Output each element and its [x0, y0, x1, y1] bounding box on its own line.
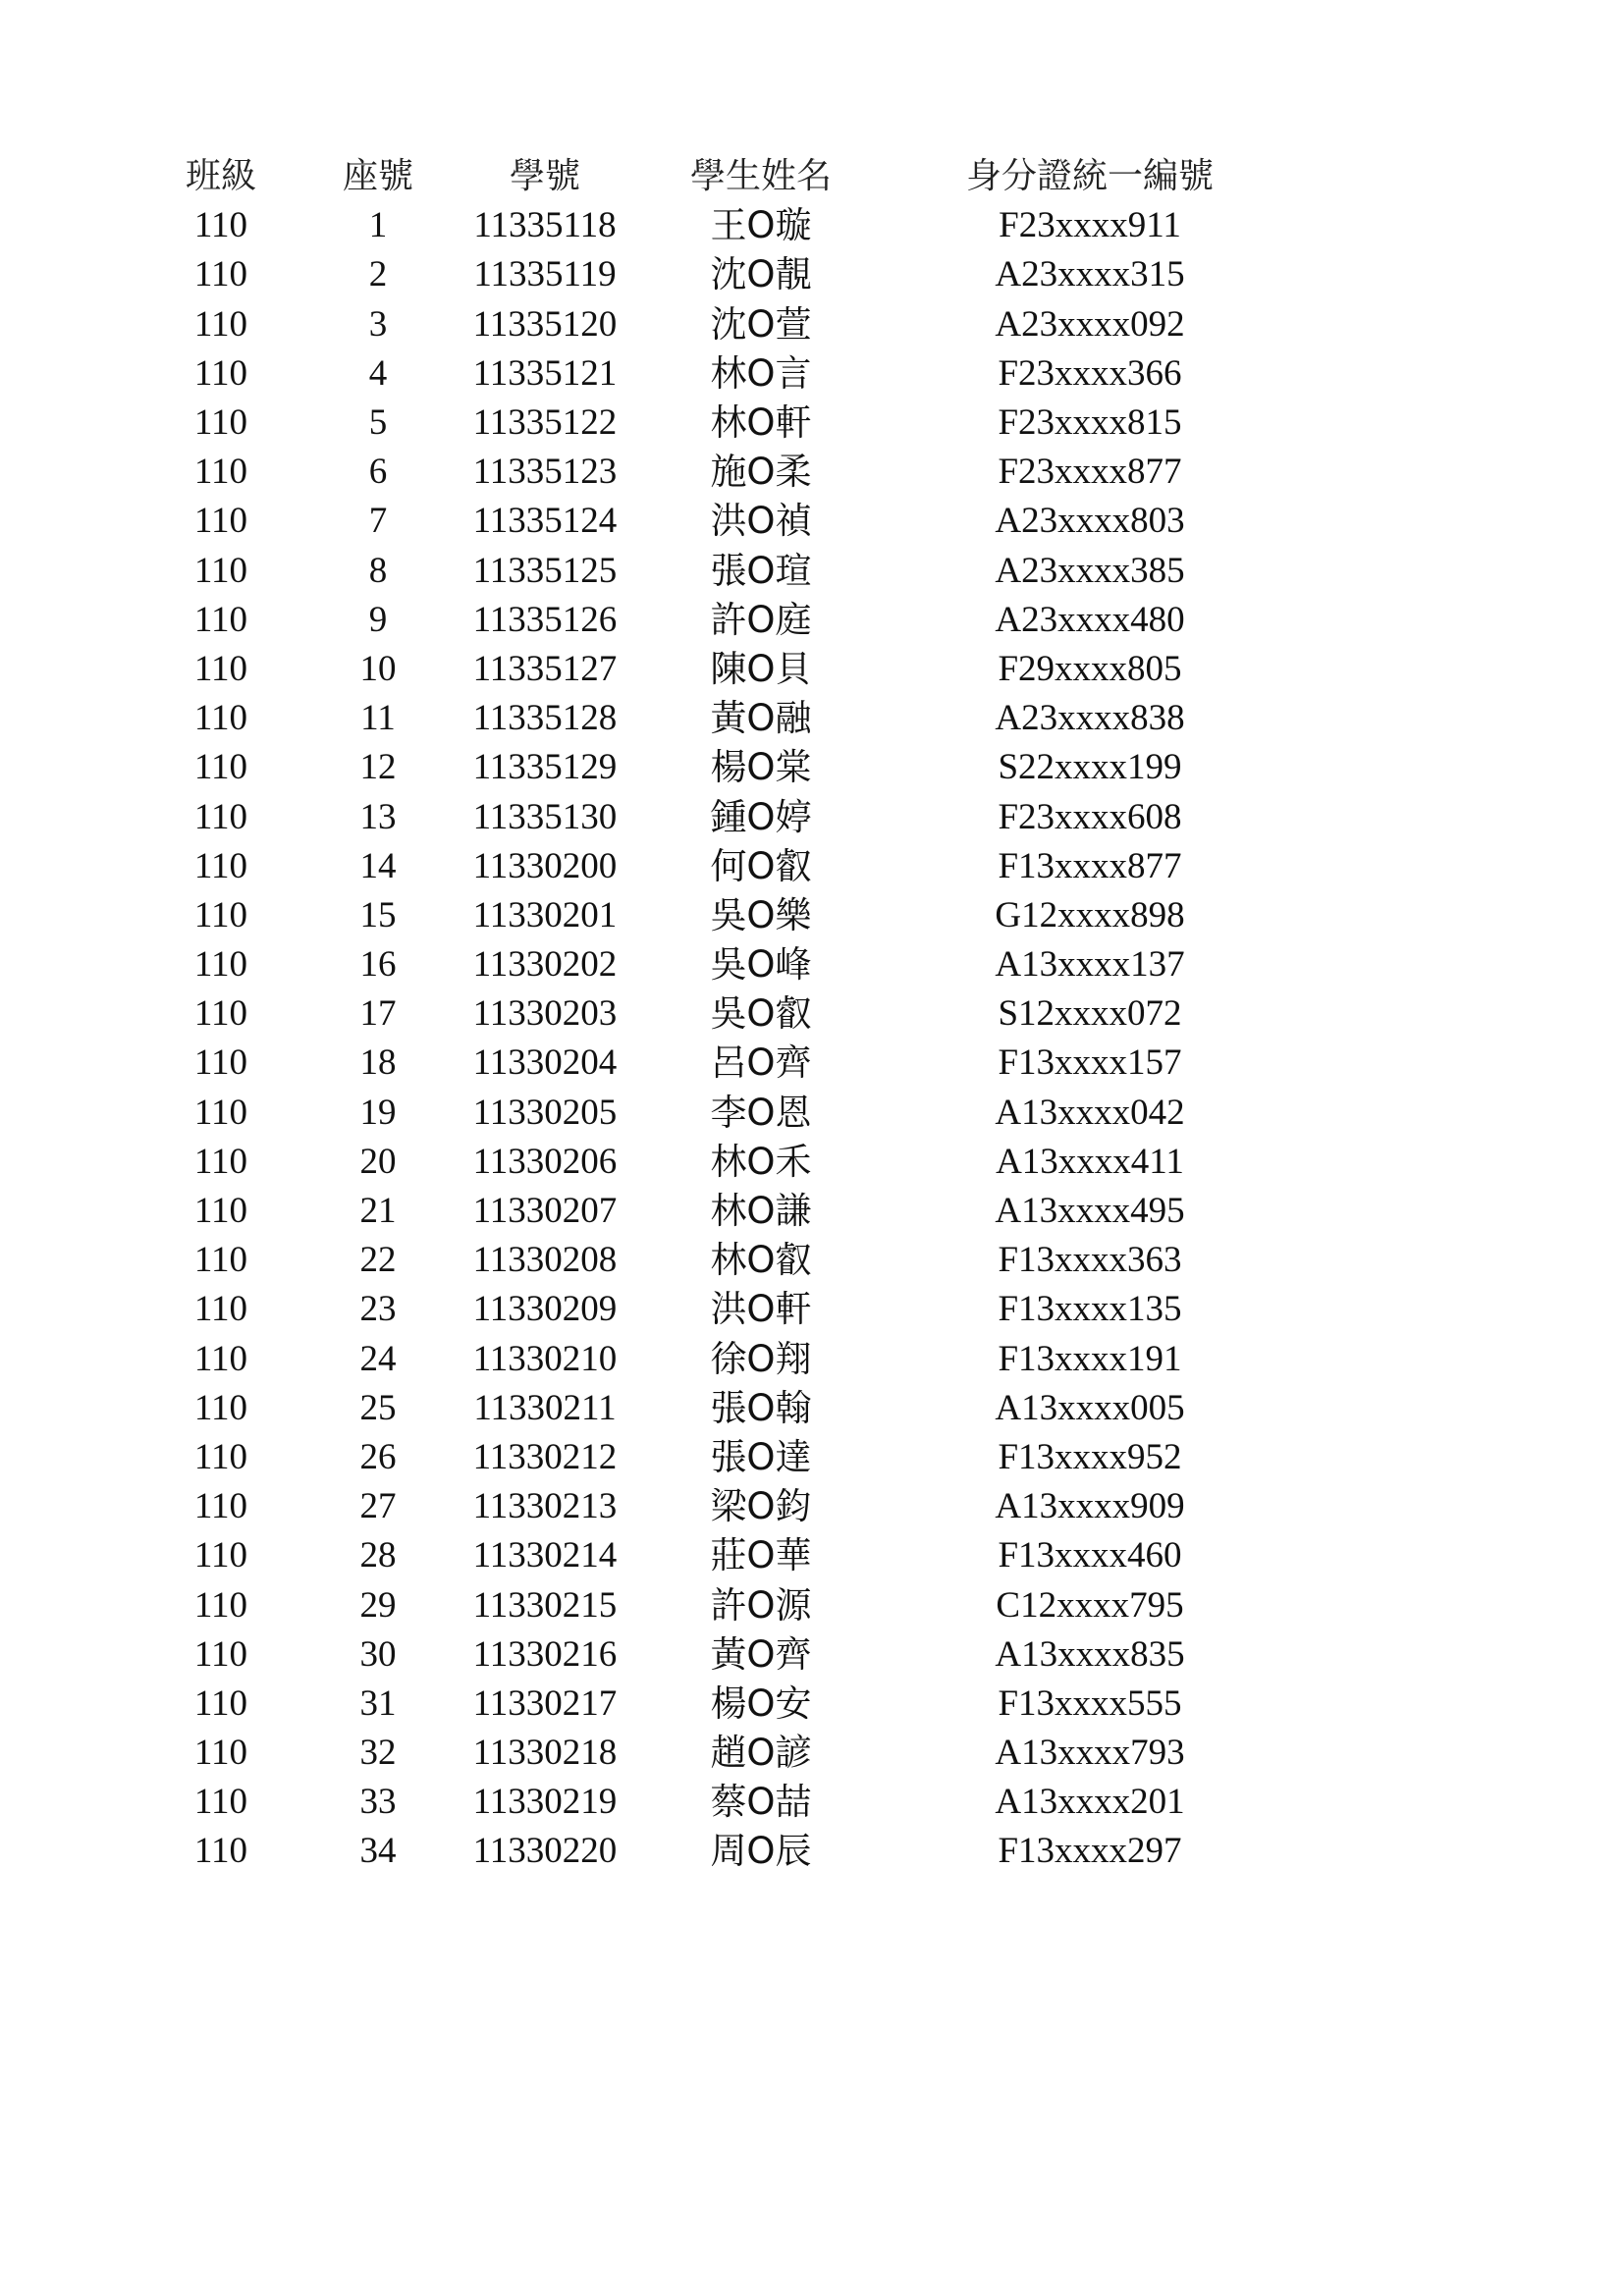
- cell-student-name: 周O辰: [710, 1830, 812, 1873]
- cell-national-id: F23xxxx877: [998, 452, 1182, 493]
- cell-seat-number: 19: [359, 1092, 397, 1133]
- cell-seat-number: 4: [368, 352, 388, 394]
- cell-seat-number: 32: [359, 1733, 397, 1774]
- cell-class: 110: [193, 796, 248, 837]
- cell-student-id: 11335120: [472, 303, 618, 345]
- cell-student-id: 11330201: [472, 894, 618, 935]
- cell-class: 110: [193, 501, 248, 542]
- cell-national-id: A23xxxx838: [995, 698, 1185, 739]
- cell-student-id: 11335121: [472, 352, 618, 394]
- cell-seat-number: 14: [359, 845, 397, 886]
- cell-student-id: 11335130: [472, 796, 618, 837]
- cell-class: 110: [193, 1436, 248, 1477]
- cell-student-name: 楊O安: [710, 1682, 812, 1725]
- table-row: [147, 1089, 1286, 1138]
- header-row: [147, 152, 1286, 201]
- cell-class: 110: [193, 845, 248, 886]
- cell-student-id: 11330213: [472, 1486, 618, 1527]
- table-row: [147, 1827, 1286, 1876]
- cell-class: 110: [193, 1191, 248, 1232]
- cell-national-id: A13xxxx042: [995, 1092, 1185, 1133]
- cell-seat-number: 8: [368, 550, 388, 591]
- cell-seat-number: 1: [368, 205, 388, 246]
- cell-seat-number: 33: [359, 1782, 397, 1823]
- cell-national-id: A13xxxx005: [995, 1387, 1185, 1428]
- cell-student-id: 11330210: [472, 1338, 618, 1379]
- cell-national-id: A13xxxx201: [995, 1782, 1185, 1823]
- cell-national-id: F13xxxx191: [998, 1338, 1182, 1379]
- cell-national-id: F13xxxx135: [998, 1289, 1182, 1330]
- cell-student-name: 許O源: [710, 1583, 812, 1627]
- cell-seat-number: 22: [359, 1240, 397, 1281]
- cell-seat-number: 21: [359, 1191, 397, 1232]
- cell-seat-number: 17: [359, 993, 397, 1035]
- cell-student-name: 洪O禎: [710, 500, 812, 543]
- cell-national-id: G12xxxx898: [995, 894, 1185, 935]
- cell-national-id: A13xxxx835: [995, 1633, 1185, 1675]
- cell-class: 110: [193, 1092, 248, 1133]
- cell-class: 110: [193, 402, 248, 444]
- table-row: [147, 497, 1286, 546]
- cell-seat-number: 11: [360, 698, 396, 739]
- cell-seat-number: 2: [368, 254, 388, 295]
- table-row: [147, 792, 1286, 841]
- cell-class: 110: [193, 894, 248, 935]
- cell-seat-number: 26: [359, 1436, 397, 1477]
- cell-student-id: 11335118: [473, 205, 617, 246]
- cell-student-id: 11335128: [472, 698, 618, 739]
- cell-class: 110: [193, 452, 248, 493]
- cell-student-id: 11330218: [472, 1733, 618, 1774]
- table-row: [147, 842, 1286, 891]
- table-row: [147, 1778, 1286, 1827]
- cell-national-id: F23xxxx815: [998, 402, 1182, 444]
- cell-student-name: 張O達: [710, 1435, 812, 1478]
- cell-student-id: 11330208: [472, 1240, 618, 1281]
- cell-class: 110: [193, 747, 248, 788]
- cell-student-name: 楊O棠: [710, 746, 812, 789]
- cell-class: 110: [193, 1240, 248, 1281]
- cell-national-id: F13xxxx555: [998, 1682, 1182, 1724]
- header-national-id: 身分證統一編號: [965, 156, 1214, 197]
- cell-seat-number: 24: [359, 1338, 397, 1379]
- cell-class: 110: [193, 1387, 248, 1428]
- cell-student-name: 吳O叡: [710, 992, 812, 1036]
- cell-class: 110: [193, 205, 248, 246]
- cell-class: 110: [193, 1338, 248, 1379]
- cell-seat-number: 7: [368, 501, 388, 542]
- cell-student-name: 王O璇: [710, 204, 812, 247]
- table-row: [147, 891, 1286, 940]
- cell-student-name: 林O謙: [710, 1190, 812, 1233]
- cell-national-id: F23xxxx366: [998, 352, 1182, 394]
- table-row: [147, 1630, 1286, 1680]
- header-seat-number: 座號: [342, 156, 413, 197]
- cell-class: 110: [193, 1782, 248, 1823]
- cell-student-id: 11330214: [472, 1535, 618, 1576]
- cell-national-id: A13xxxx411: [996, 1141, 1184, 1182]
- table-row: [147, 300, 1286, 349]
- cell-class: 110: [193, 1682, 248, 1724]
- table-row: [147, 694, 1286, 743]
- cell-student-id: 11335126: [472, 599, 618, 640]
- table-row: [147, 743, 1286, 792]
- cell-seat-number: 9: [368, 599, 388, 640]
- cell-student-name: 施O柔: [710, 451, 812, 494]
- cell-class: 110: [193, 1584, 248, 1626]
- cell-class: 110: [193, 1042, 248, 1084]
- cell-student-name: 黃O融: [710, 697, 812, 740]
- cell-national-id: F13xxxx877: [998, 845, 1182, 886]
- cell-national-id: S22xxxx199: [998, 747, 1182, 788]
- cell-national-id: A23xxxx480: [995, 599, 1185, 640]
- cell-national-id: F23xxxx608: [998, 796, 1182, 837]
- cell-student-id: 11330207: [472, 1191, 618, 1232]
- cell-student-id: 11330204: [472, 1042, 618, 1084]
- cell-student-name: 鍾O婷: [710, 795, 812, 838]
- cell-class: 110: [193, 352, 248, 394]
- cell-student-id: 11330215: [472, 1584, 618, 1626]
- cell-seat-number: 16: [359, 944, 397, 986]
- cell-class: 110: [193, 1831, 248, 1872]
- cell-seat-number: 6: [368, 452, 388, 493]
- cell-student-name: 黃O齊: [710, 1632, 812, 1676]
- cell-seat-number: 28: [359, 1535, 397, 1576]
- table-row: [147, 1580, 1286, 1629]
- cell-student-name: 張O翰: [710, 1386, 812, 1429]
- cell-student-id: 11330200: [472, 845, 618, 886]
- cell-national-id: C12xxxx795: [996, 1584, 1184, 1626]
- cell-student-id: 11335129: [472, 747, 618, 788]
- cell-national-id: F13xxxx952: [998, 1436, 1182, 1477]
- table-row: [147, 1187, 1286, 1236]
- cell-student-id: 11335119: [473, 254, 617, 295]
- table-row: [147, 1138, 1286, 1187]
- cell-national-id: F13xxxx297: [998, 1831, 1182, 1872]
- cell-seat-number: 15: [359, 894, 397, 935]
- cell-national-id: F13xxxx460: [998, 1535, 1182, 1576]
- header-class: 班級: [185, 156, 256, 197]
- cell-student-name: 陳O貝: [710, 647, 812, 690]
- table-row: [147, 1729, 1286, 1778]
- cell-national-id: F13xxxx363: [998, 1240, 1182, 1281]
- table-row: [147, 448, 1286, 497]
- table-row: [147, 1680, 1286, 1729]
- cell-seat-number: 13: [359, 796, 397, 837]
- cell-class: 110: [193, 303, 248, 345]
- cell-seat-number: 34: [359, 1831, 397, 1872]
- cell-class: 110: [193, 993, 248, 1035]
- table-row: [147, 989, 1286, 1039]
- cell-national-id: A13xxxx793: [995, 1733, 1185, 1774]
- cell-seat-number: 20: [359, 1141, 397, 1182]
- cell-seat-number: 23: [359, 1289, 397, 1330]
- cell-class: 110: [193, 698, 248, 739]
- cell-national-id: F29xxxx805: [998, 648, 1182, 689]
- cell-student-id: 11330217: [472, 1682, 618, 1724]
- cell-class: 110: [193, 1141, 248, 1182]
- cell-student-id: 11335124: [472, 501, 618, 542]
- cell-student-id: 11330220: [472, 1831, 618, 1872]
- cell-class: 110: [193, 1289, 248, 1330]
- table-row: [147, 596, 1286, 645]
- cell-class: 110: [193, 599, 248, 640]
- cell-student-name: 許O庭: [710, 598, 812, 641]
- cell-national-id: F23xxxx911: [999, 205, 1181, 246]
- table-row: [147, 645, 1286, 694]
- cell-student-name: 沈O萱: [710, 302, 812, 346]
- cell-seat-number: 10: [359, 648, 397, 689]
- cell-seat-number: 25: [359, 1387, 397, 1428]
- table-row: [147, 1482, 1286, 1531]
- cell-seat-number: 12: [359, 747, 397, 788]
- cell-student-name: 梁O鈞: [710, 1485, 812, 1528]
- table-row: [147, 1531, 1286, 1580]
- cell-student-id: 11330212: [472, 1436, 618, 1477]
- cell-class: 110: [193, 1733, 248, 1774]
- cell-national-id: A13xxxx137: [995, 944, 1185, 986]
- cell-national-id: A23xxxx385: [995, 550, 1185, 591]
- cell-class: 110: [193, 944, 248, 986]
- cell-class: 110: [193, 1535, 248, 1576]
- cell-seat-number: 5: [368, 402, 388, 444]
- cell-student-id: 11330219: [472, 1782, 618, 1823]
- cell-student-name: 張O瑄: [710, 549, 812, 592]
- cell-student-id: 11330202: [472, 944, 618, 986]
- cell-seat-number: 3: [368, 303, 388, 345]
- cell-student-name: 何O叡: [710, 844, 812, 887]
- cell-student-id: 11330206: [472, 1141, 618, 1182]
- cell-national-id: A13xxxx909: [995, 1486, 1185, 1527]
- table-row: [147, 1236, 1286, 1285]
- cell-student-name: 蔡O喆: [710, 1781, 812, 1824]
- cell-student-name: 林O言: [710, 351, 812, 395]
- table-row: [147, 1433, 1286, 1482]
- cell-national-id: A23xxxx092: [995, 303, 1185, 345]
- cell-student-id: 11330203: [472, 993, 618, 1035]
- cell-student-name: 趙O諺: [710, 1732, 812, 1775]
- cell-student-id: 11330205: [472, 1092, 618, 1133]
- cell-student-id: 11330211: [473, 1387, 617, 1428]
- cell-student-name: 洪O軒: [710, 1288, 812, 1331]
- cell-student-name: 林O軒: [710, 401, 812, 445]
- cell-seat-number: 31: [359, 1682, 397, 1724]
- table-row: [147, 1285, 1286, 1334]
- cell-seat-number: 30: [359, 1633, 397, 1675]
- cell-student-id: 11335123: [472, 452, 618, 493]
- table-row: [147, 399, 1286, 448]
- cell-student-name: 李O恩: [710, 1091, 812, 1134]
- header-student-id: 學號: [509, 156, 580, 197]
- cell-national-id: A23xxxx803: [995, 501, 1185, 542]
- cell-class: 110: [193, 648, 248, 689]
- cell-student-name: 吳O峰: [710, 943, 812, 987]
- cell-national-id: F13xxxx157: [998, 1042, 1182, 1084]
- cell-student-id: 11335122: [472, 402, 618, 444]
- cell-student-name: 林O禾: [710, 1140, 812, 1183]
- cell-student-name: 徐O翔: [710, 1337, 812, 1380]
- cell-student-id: 11330209: [472, 1289, 618, 1330]
- table-row: [147, 349, 1286, 399]
- table-row: [147, 250, 1286, 299]
- cell-seat-number: 18: [359, 1042, 397, 1084]
- cell-national-id: A13xxxx495: [995, 1191, 1185, 1232]
- cell-national-id: S12xxxx072: [998, 993, 1182, 1035]
- cell-student-name: 林O叡: [710, 1239, 812, 1282]
- cell-class: 110: [193, 1633, 248, 1675]
- cell-national-id: A23xxxx315: [995, 254, 1185, 295]
- cell-student-id: 11330216: [472, 1633, 618, 1675]
- cell-student-name: 呂O齊: [710, 1041, 812, 1085]
- cell-class: 110: [193, 1486, 248, 1527]
- cell-seat-number: 29: [359, 1584, 397, 1626]
- cell-class: 110: [193, 550, 248, 591]
- cell-student-name: 莊O華: [710, 1534, 812, 1577]
- table-row: [147, 547, 1286, 596]
- cell-class: 110: [193, 254, 248, 295]
- cell-student-id: 11335127: [472, 648, 618, 689]
- table-row: [147, 1384, 1286, 1433]
- table-row: [147, 940, 1286, 989]
- roster-body: [147, 201, 1286, 1876]
- cell-seat-number: 27: [359, 1486, 397, 1527]
- table-row: [147, 201, 1286, 250]
- cell-student-name: 沈O靚: [710, 253, 812, 296]
- cell-student-id: 11335125: [472, 550, 618, 591]
- cell-student-name: 吳O樂: [710, 893, 812, 936]
- table-row: [147, 1335, 1286, 1384]
- table-row: [147, 1039, 1286, 1088]
- header-student-name: 學生姓名: [689, 156, 832, 197]
- student-roster-table: [147, 152, 1286, 1877]
